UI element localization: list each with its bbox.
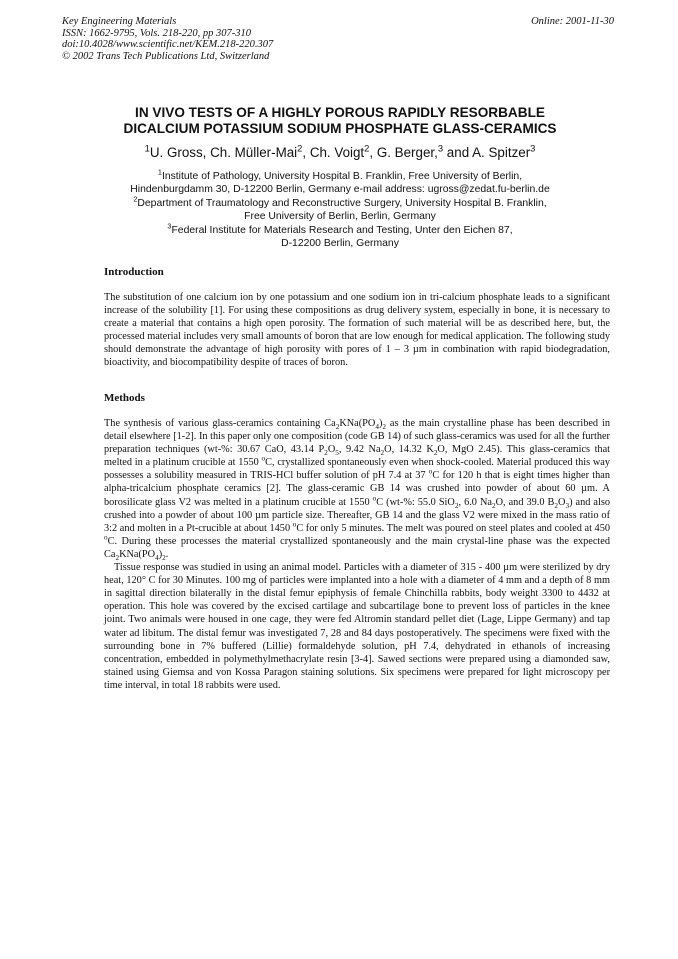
- affiliation-text: Free University of Berlin, Berlin, Germany: [244, 211, 436, 222]
- journal-name: Key Engineering Materials: [62, 16, 177, 27]
- affiliation-text: Hindenburgdamm 30, D-12200 Berlin, Germany e-mail address: ugross@zedat.fu-berlin.de: [130, 184, 550, 195]
- title-line-2: DICALCIUM POTASSIUM SODIUM PHOSPHATE GLASS-CERAMICS: [123, 121, 557, 136]
- methods-heading: Methods: [104, 392, 145, 404]
- introduction-heading: Introduction: [104, 266, 164, 278]
- online-date: Online: 2001-11-30: [531, 16, 614, 27]
- author-name: , G. Berger,: [369, 145, 438, 160]
- methods-paragraph-2: Tissue response was studied in using an animal model. Particles with a diameter of 315 - 400 µm were sterilized by dry heat, 120° C for 30 Minutes. 100 mg of particles were implanted into a hole with a diameter of 4 mm and a depth of 8 mm in sagittal direction bilaterally in the distal femur epiphysis of female Chinchilla rabbits, body weight 3300 to 4432 at operation. This hole was covered by the excised cartilage and subcartilage bone to prevent loss of particles in the knee joint. Two animals were housed in one cage, they were fed Altromin standard pellet diet (Lage, Lippe Germany) and tap water ad libitum. The distal femur was investigated 7, 28 and 84 days postoperatively. The specimens were fixed with the surrounding bone in 7% buffered (Lillie) formaldehyde solution, pH 7.4, dehydrated in ethanols of increasing concentration, embedded in polymethylmethacrylate resin [3-4]. Sawed sections were prepared using a diamonded saw, stained using Giemsa and von Kossa Paragon staining solutions. Six specimens were prepared for light microscopy per time interval, in total 18 rabbits were used.: [104, 562, 610, 691]
- affiliation-mark: 1: [157, 167, 162, 177]
- introduction-paragraph: The substitution of one calcium ion by one potassium and one sodium ion in tri-calcium phosphate leads to a significant increase of the solubility [1]. For using these compositions as drug delivery system, especially in bone, it is necessary to create a material that contains a high open porosity. The formation of such material will be as described here, but, the processed material includes very small amounts of boron that are low enough for medical application. The following study should demonstrate the advantage of high porosity with pores of 1 – 3 µm in combination with rapid biodegradation, bioactivity, and biocompatibility despite of traces of boron.: [104, 292, 610, 369]
- author-mark: 3: [437, 143, 444, 154]
- author-mark: 2: [364, 143, 370, 154]
- methods-paragraph-1: The synthesis of various glass-ceramics containing $Ca_2KNa(PO_4)_2$ as the main crystalline phase has been described in detail elsewhere [1-2]. In this paper only one composition (code GB 14) of such glass-ceramics was used for all the further preparation techniques (wt-%: 30.67 CaO, 43.14 $P_2O_5$, 9.42 $Na_2O$, 14.32 $K_2O$, MgO 2.45). This glass-ceramics that melted in a platinum crucible at 1550 $^o$C, crystallized spontaneously even when shock-cooled. Material produced this way possesses a solubility measured in TRIS-HCl buffer solution of pH 7.4 at 37 $^o$C for 120 h that is eight times higher than alpha-tricalcium phosphate ceramics [2]. The glass-ceramic GB 14 was crushed into powder of about 60 µm. A borosilicate glass V2 was melted in a platinum crucible at 1550 $^o$C (wt-%: 55.0 SiO$_2$, 6.0 $Na_2O$, and 39.0 $B_2O_3$) and also crushed into a powder of about 100 µm particle size. Thereafter, GB 14 and the glass V2 were mixed in the mass ratio of 3:2 and molten in a Pt-crucible at about 1450 $^o$C for only 5 minutes. The melt was poured on steel plates and cooled at 450 $^o$C. During these processes the material crystallized spontaneously and the main crystal-line phase was the expected $Ca_2KNa(PO_4)_2$.: [104, 418, 611, 562]
- affiliation-text: Institute of Pathology, University Hospital B. Franklin, Free University of Berlin,: [161, 171, 523, 182]
- affiliation-mark: 3: [167, 221, 172, 231]
- paper-title: [62, 105, 618, 137]
- journal-header: [62, 16, 273, 62]
- affiliation-3: [62, 221, 618, 250]
- affiliation-text: D-12200 Berlin, Germany: [281, 238, 399, 249]
- affiliation-mark: 2: [133, 194, 138, 204]
- issn-line: ISSN: 1662-9795, Vols. 218-220, pp 307-310: [62, 27, 251, 39]
- methods-section: [104, 392, 610, 692]
- copyright-line: © 2002 Trans Tech Publications Ltd, Switzerland: [62, 50, 270, 62]
- introduction-section: [104, 266, 610, 370]
- author-name: U. Gross, Ch. Müller-Mai: [149, 145, 298, 160]
- author-mark: 3: [530, 143, 536, 154]
- author-name: , Ch. Voigt: [302, 145, 365, 160]
- author-name: and A. Spitzer: [443, 145, 531, 160]
- affiliation-text: Department of Traumatology and Reconstructive Surgery, University Hospital B. Franklin,: [137, 198, 547, 209]
- affiliation-2: [62, 194, 618, 223]
- author-list: [62, 145, 618, 160]
- author-mark: 1: [144, 143, 150, 154]
- affiliation-text: Federal Institute for Materials Research and Testing, Unter den Eichen 87,: [171, 225, 513, 236]
- doi-line: doi:10.4028/www.scientific.net/KEM.218-220.307: [62, 39, 274, 50]
- affiliation-1: [62, 167, 618, 196]
- title-line-1: IN VIVO TESTS OF A HIGHLY POROUS RAPIDLY RESORBABLE: [135, 105, 545, 120]
- author-mark: 2: [297, 143, 303, 154]
